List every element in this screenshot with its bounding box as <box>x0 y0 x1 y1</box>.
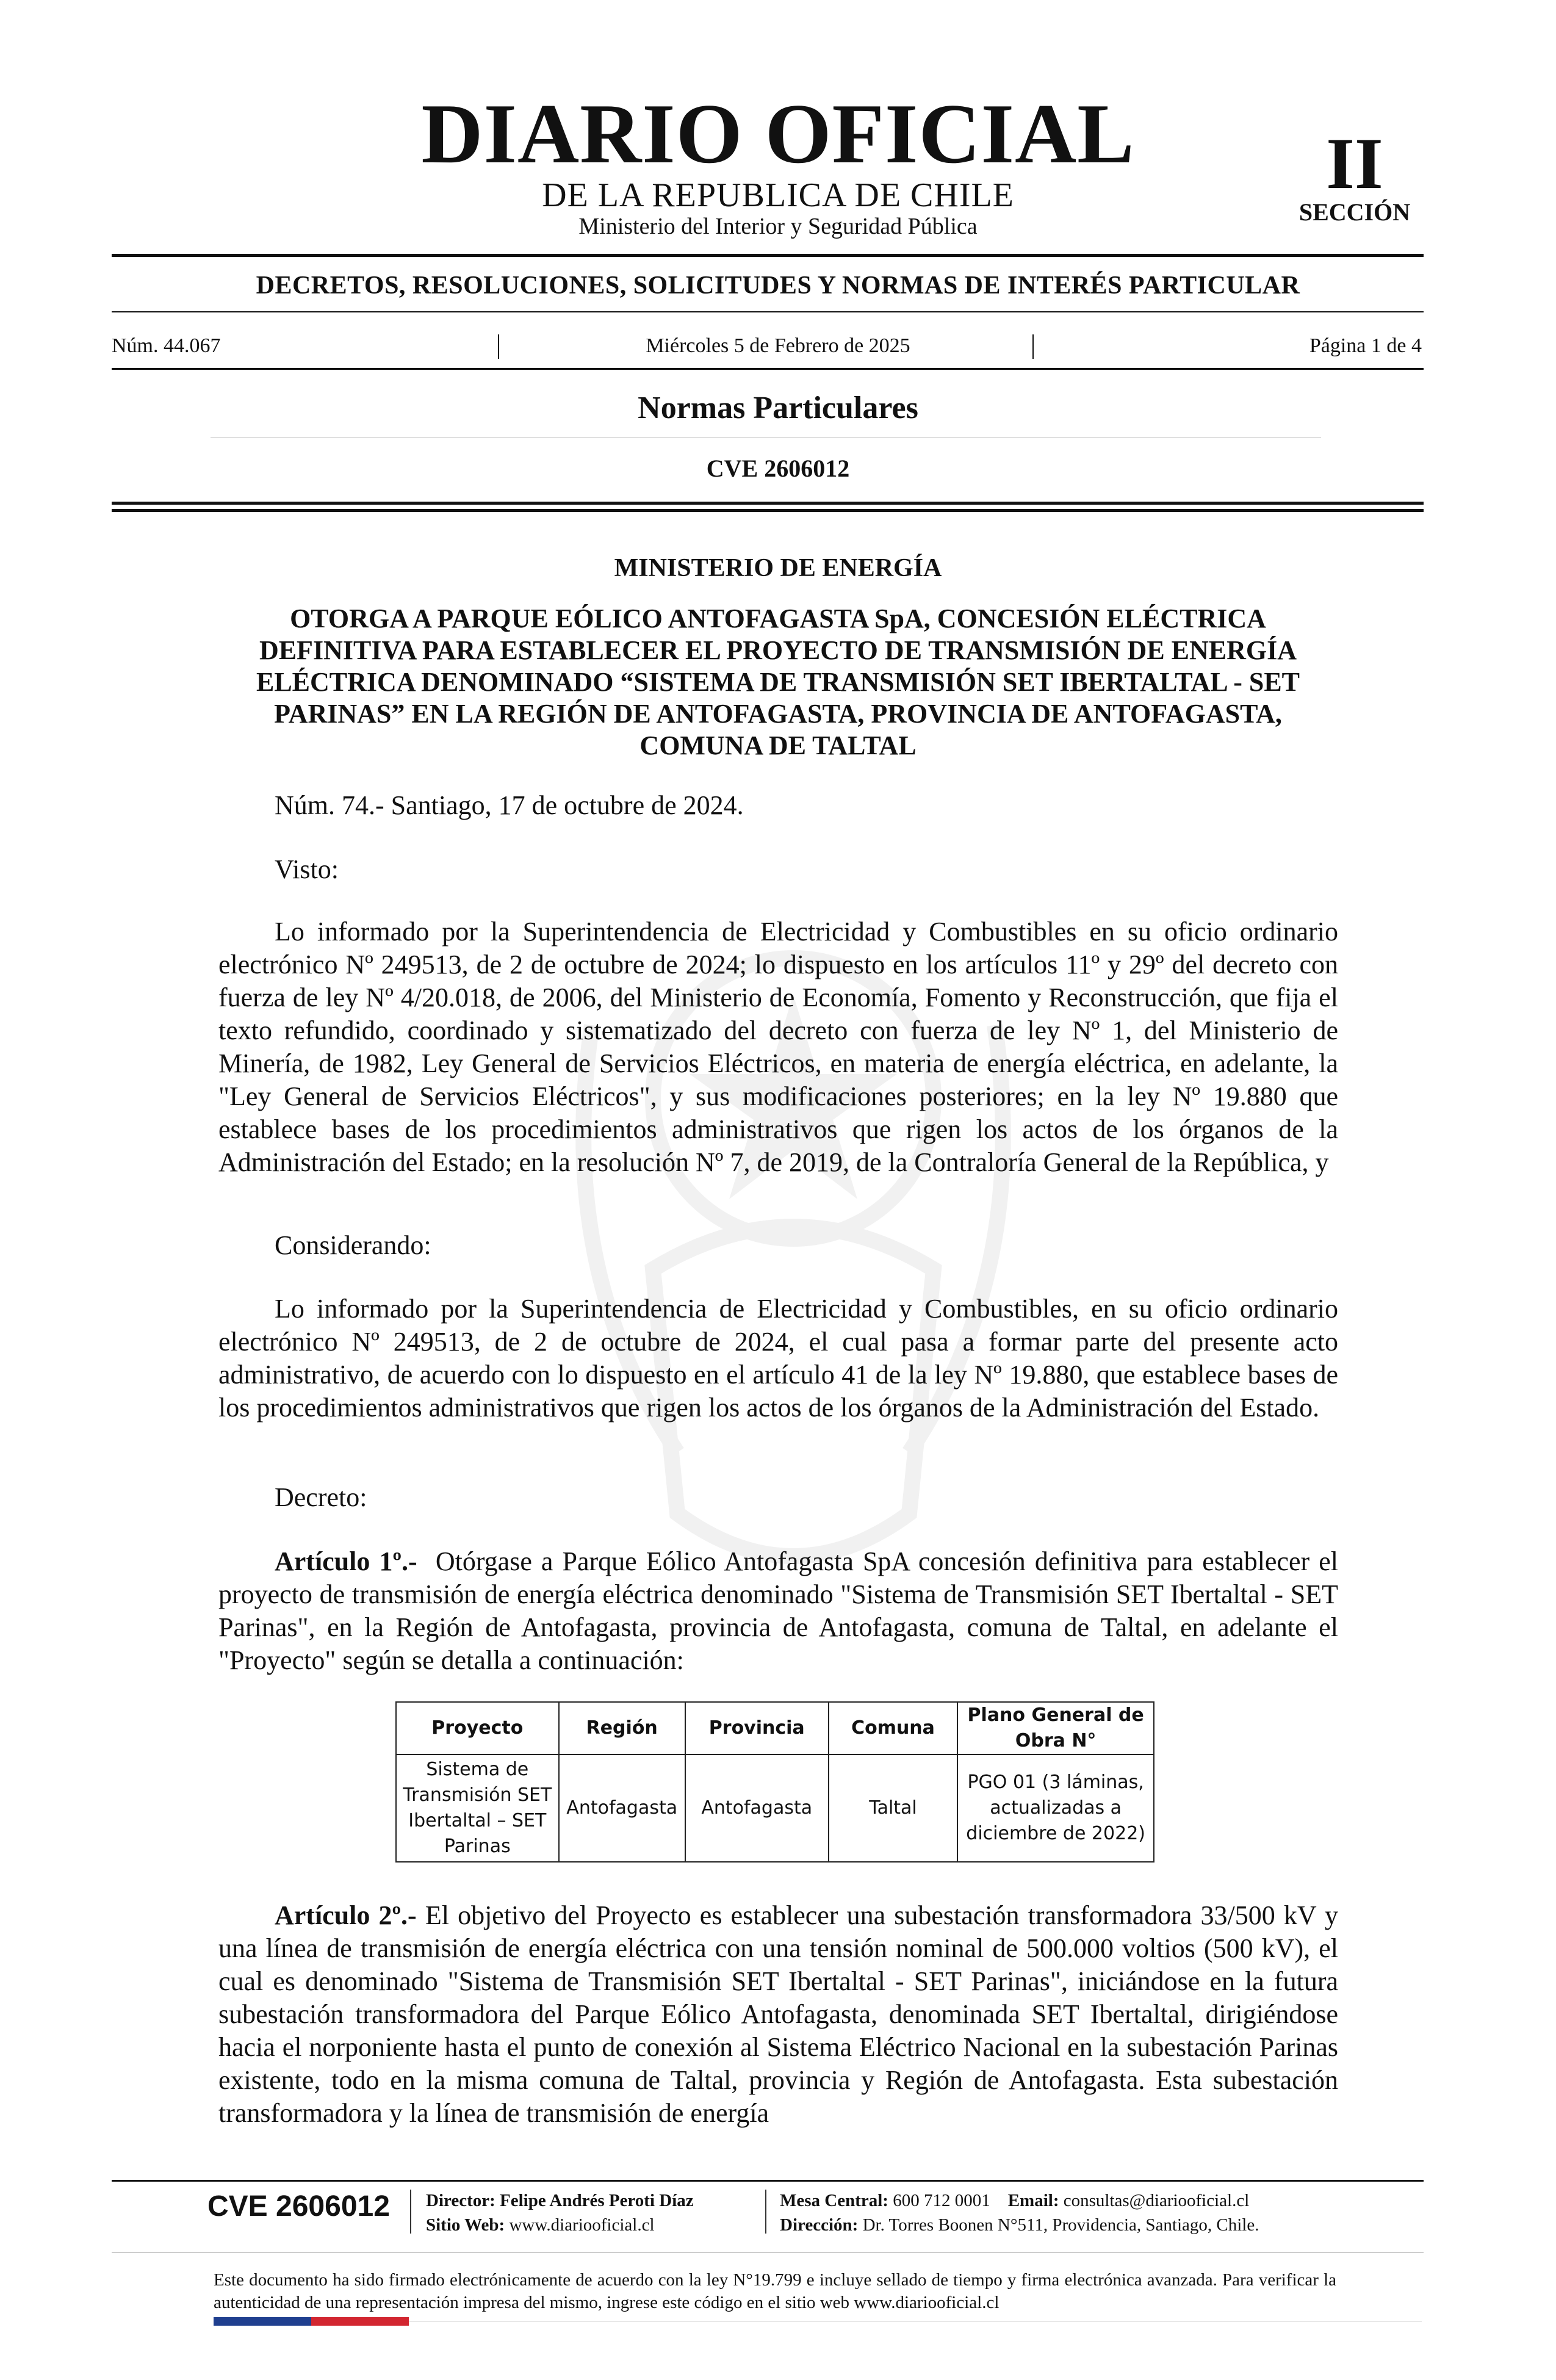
director-label: Director: <box>426 2191 495 2210</box>
address-value: Dr. Torres Boonen N°511, Providencia, Santiago, Chile. <box>862 2215 1259 2235</box>
masthead-ministry: Ministerio del Interior y Seguridad Pública <box>578 214 978 239</box>
address-label: Dirección: <box>780 2215 859 2235</box>
normas-title: Normas Particulares <box>638 391 918 425</box>
footer-contact-block <box>780 2188 1259 2237</box>
table-cell: PGO 01 (3 láminas, actualizadas a diciembre de 2022) <box>957 1754 1154 1862</box>
footer-cve-code: CVE 2606012 <box>207 2190 390 2223</box>
heading-divider <box>112 311 1424 312</box>
table-cell: Antofagasta <box>559 1754 685 1862</box>
article-1-paragraph <box>218 1545 1338 1677</box>
decree-number-date: Núm. 74.- Santiago, 17 de octubre de 2024. <box>275 790 744 820</box>
masthead-subtitle: DE LA REPUBLICA DE CHILE <box>542 176 1014 214</box>
issue-date: Miércoles 5 de Febrero de 2025 <box>646 334 910 357</box>
section-number: II <box>1326 123 1383 204</box>
table-row <box>396 1754 1154 1862</box>
column-header: Proyecto <box>396 1702 559 1754</box>
meta-divider <box>112 368 1424 370</box>
mesa-phone: 600 712 0001 <box>893 2191 990 2210</box>
decree-title: OTORGA A PARQUE EÓLICO ANTOFAGASTA SpA, CONCESIÓN ELÉCTRICA DEFINITIVA PARA ESTABLECER EL PROYECTO DE TRANSMISIÓN DE ENERGÍA ELÉCTRICA DENOMINADO “SISTEMA DE TRANSMISIÓN SET IBERTALTAL - SET PARINAS” EN LA REGIÓN DE ANTOFAGASTA, PROVINCIA DE ANTOFAGASTA, COMUNA DE TALTAL <box>256 604 1300 760</box>
issue-number: Núm. 44.067 <box>112 334 221 357</box>
director-name: Felipe Andrés Peroti Díaz <box>500 2191 694 2210</box>
cve-code: CVE 2606012 <box>706 455 850 482</box>
article-1-text: Otórgase a Parque Eólico Antofagasta SpA concesión definitiva para establecer el proyecto de transmisión de energía eléctrica denominado "Sistema de Transmisión SET Ibertaltal - SET Parinas", en la Región de Antofagasta, provincia de Antofagasta, comuna de Taltal, en adelante el "Proyecto" según se detalla a continuación: <box>218 1546 1338 1675</box>
page-indicator: Página 1 de 4 <box>1309 334 1422 357</box>
thin-divider <box>211 437 1321 438</box>
masthead-divider <box>112 254 1424 257</box>
column-header: Región <box>559 1702 685 1754</box>
article-2-paragraph <box>218 1899 1338 2130</box>
column-header: Provincia <box>685 1702 829 1754</box>
article-2-text: El objetivo del Proyecto es establecer una subestación transformadora 33/500 kV y una línea de transmisión de energía eléctrica con una tensión nominal de 500.000 voltios (500 kV), el cual es denominado "Sistema de Transmisión SET Ibertaltal - SET Parinas", iniciándose en la futura subestación transformadora del Parque Eólico Antofagasta, denominada SET Ibertaltal, dirigiéndose hacia el norponiente hasta el punto de conexión al Sistema Eléctrico Nacional en la subestación Parinas existente, todo en la misma comuna de Taltal, provincia y Región de Antofagasta. Esta subestación transformadora y la línea de transmisión de energía <box>218 1900 1338 2128</box>
table-cell: Sistema de Transmisión SET Ibertaltal – SET Parinas <box>396 1754 559 1862</box>
footer-director-block <box>426 2188 694 2237</box>
ministry-heading: MINISTERIO DE ENERGÍA <box>614 554 942 582</box>
column-header: Comuna <box>829 1702 958 1754</box>
flag-stripe-red <box>311 2317 409 2326</box>
section-heading: DECRETOS, RESOLUCIONES, SOLICITUDES Y NORMAS DE INTERÉS PARTICULAR <box>256 272 1300 300</box>
website-link[interactable]: www.diariooficial.cl <box>509 2215 655 2235</box>
project-table <box>395 1701 1154 1863</box>
website-label: Sitio Web: <box>426 2215 505 2235</box>
visto-label: Visto: <box>275 854 339 884</box>
footer-divider <box>112 2180 1424 2182</box>
footer-separator <box>410 2190 411 2234</box>
table-header-row <box>396 1702 1154 1754</box>
considerando-paragraph: Lo informado por la Superintendencia de Electricidad y Combustibles, en su oficio ordinario electrónico Nº 249513, de 2 de octubre de 2024, el cual pasa a formar parte del presente acto administrativo, de acuerdo con lo dispuesto en el artículo 41 de la ley Nº 19.880, que establece bases de los procedimientos administrativos que rigen los actos de los órganos de la Administración del Estado. <box>218 1294 1338 1423</box>
section-label: SECCIÓN <box>1298 198 1411 226</box>
table-cell: Antofagasta <box>685 1754 829 1862</box>
footer-separator <box>765 2190 766 2234</box>
flag-stripe-blue <box>214 2317 311 2326</box>
masthead-title: DIARIO OFICIAL <box>421 87 1135 181</box>
email-link[interactable]: consultas@diariooficial.cl <box>1063 2191 1250 2210</box>
email-label: Email: <box>1007 2191 1059 2210</box>
meta-separator <box>1032 334 1034 359</box>
table-cell: Taltal <box>829 1754 958 1862</box>
article-1-label: Artículo 1º.- <box>275 1546 417 1576</box>
mesa-label: Mesa Central: <box>780 2191 888 2210</box>
double-divider-top <box>112 502 1424 505</box>
decreto-label: Decreto: <box>275 1482 367 1512</box>
legal-notice: Este documento ha sido firmado electrónicamente de acuerdo con la ley N°19.799 e incluye sellado de tiempo y firma electrónica avanzada. Para verificar la autenticidad de una representación impresa del mismo, ingrese este código en el sitio web www.diariooficial.cl <box>214 2270 1336 2312</box>
article-2-label: Artículo 2º.- <box>275 1900 417 1930</box>
double-divider-bottom <box>112 509 1424 512</box>
considerando-label: Considerando: <box>275 1230 431 1260</box>
visto-paragraph: Lo informado por la Superintendencia de Electricidad y Combustibles en su oficio ordinario electrónico Nº 249513, de 2 de octubre de 2024; lo dispuesto en los artículos 11º y 29º del decreto con fuerza de ley Nº 4/20.018, de 2006, del Ministerio de Economía, Fomento y Reconstrucción, que fija el texto refundido, coordinado y sistematizado del decreto con fuerza de ley Nº 1, del Ministerio de Minería, de 1982, Ley General de Servicios Eléctricos, en materia de energía eléctrica, en adelante, la "Ley General de Servicios Eléctricos", y sus modificaciones posteriores; en la ley Nº 19.880 que establece bases de los procedimientos administrativos que rigen los actos de los órganos de la Administración del Estado; en la resolución Nº 7, de 2019, de la Contraloría General de la República, y <box>218 917 1338 1177</box>
column-header: Plano General de Obra N° <box>957 1702 1154 1754</box>
